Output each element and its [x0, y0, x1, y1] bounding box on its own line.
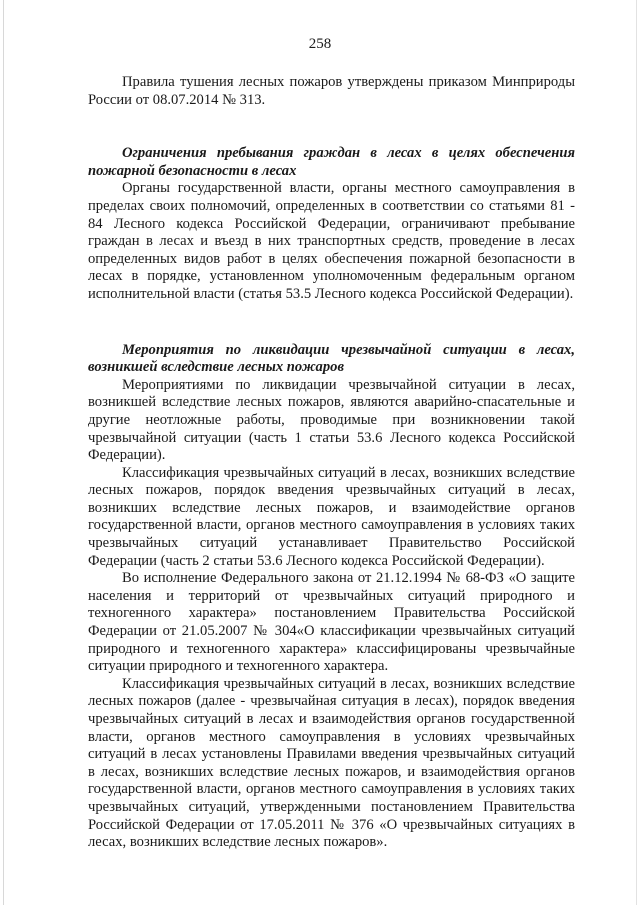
paragraph: Органы государственной власти, органы местного самоуправления в пределах своих полномочий, определенных в соответствии со статьями 81 - 84 Лесного кодекса Российской Федерации, ограничивают пребывание граждан в лесах и въезд в них транспортных средств, проведение в лесах определенных видов работ в целях обеспечения пожарной безопасности в лесах в порядке, установленном уполномоченным федеральным органом исполнительной власти (статья 53.5 Лесного кодекса Российской Федерации). [88, 180, 575, 302]
intro-paragraph: Правила тушения лесных пожаров утверждены приказом Минприроды России от 08.07.2014 № 313. [88, 74, 575, 108]
section-heading-restrictions: Ограничения пребывания граждан в лесах в целях обеспечения пожарной безопасности в лесах [88, 145, 575, 179]
page-number: 258 [308, 36, 332, 52]
document-body [88, 74, 575, 852]
page-edge-right [636, 0, 637, 905]
section-heading-emergency: Мероприятия по ликвидации чрезвычайной ситуации в лесах, возникшей вследствие лесных пожаров [88, 341, 575, 376]
paragraph: Классификация чрезвычайных ситуаций в лесах, возникших вследствие лесных пожаров (далее - чрезвычайная ситуация в лесах), порядок введения чрезвычайных ситуаций в лесах и взаимодействия органов государственной власти, органов местного самоуправления в условиях чрезвычайных ситуаций в лесах установлены Правилами введения чрезвычайных ситуаций в лесах, возникших вследствие лесных пожаров, и взаимодействия органов государственной власти, органов местного самоуправления в условиях таких чрезвычайных ситуаций, утвержденными постановлением Правительства Российской Федерации от 17.05.2011 № 376 «О чрезвычайных ситуациях в лесах, возникших вследствие лесных пожаров». [88, 675, 575, 851]
spacer [88, 109, 575, 145]
page-edge-left [3, 0, 4, 905]
paragraph: Мероприятиями по ликвидации чрезвычайной ситуации в лесах, возникшей вследствие лесных пожаров, являются аварийно-спасательные и другие неотложные работы, проводимые при возникновении такой чрезвычайной ситуации (часть 1 статьи 53.6 Лесного кодекса Российской Федерации). [88, 376, 575, 464]
spacer [88, 304, 575, 342]
paragraph: Классификация чрезвычайных ситуаций в лесах, возникших вследствие лесных пожаров, порядок введения чрезвычайных ситуаций в лесах, возникших вследствие лесных пожаров, и взаимодействие органов государственной власти, органов местного самоуправления в условиях таких чрезвычайных ситуаций устанавливает Правительство Российской Федерации (часть 2 статьи 53.6 Лесного кодекса Российской Федерации). [88, 464, 575, 569]
paragraph: Во исполнение Федерального закона от 21.12.1994 № 68-ФЗ «О защите населения и территорий от чрезвычайных ситуаций природного и техногенного характера» постановлением Правительства Российской Федерации от 21.05.2007 № 304«О классификации чрезвычайных ситуаций природного и техногенного характера» классифицированы чрезвычайные ситуации природного и техногенного характера. [88, 570, 575, 675]
